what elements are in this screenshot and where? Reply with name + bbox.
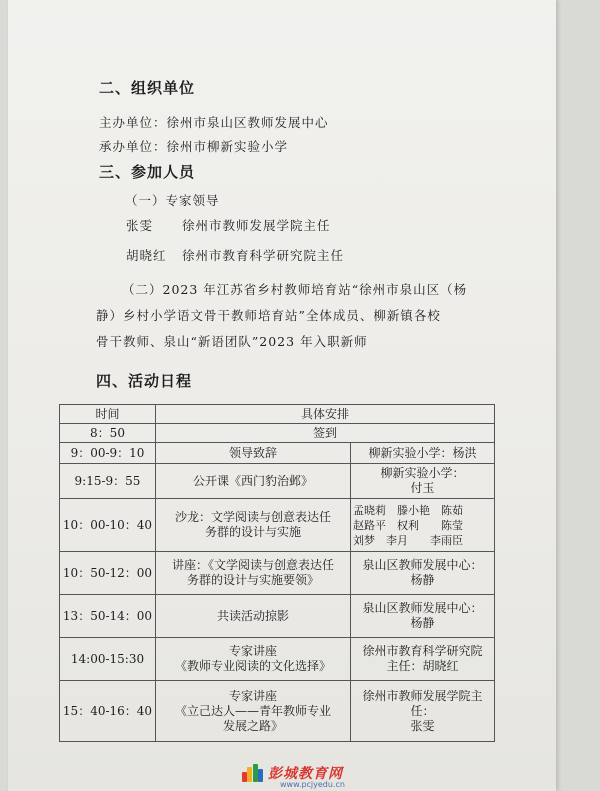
host-unit-line: 主办单位：徐州市泉山区教师发展中心	[99, 115, 329, 130]
row-time: 15：40-16：40	[60, 681, 156, 742]
expert-1-title: 徐州市教师发展学院主任	[182, 218, 331, 233]
book-logo-icon	[242, 764, 264, 782]
subsection-experts: （一）专家领导	[125, 193, 220, 208]
participants-line-1: （二）2023 年江苏省乡村教师培育站“徐州市泉山区（杨	[122, 282, 468, 297]
row-host: 柳新实验小学： 付玉	[351, 464, 495, 499]
row-time: 9:15-9：55	[60, 464, 156, 499]
row-time: 9：00-9：10	[60, 443, 156, 464]
row-plan: 讲座：《文学阅读与创意表达任 务群的设计与实施要领》	[156, 552, 351, 595]
table-row	[60, 681, 495, 742]
section-2-heading: 二、组织单位	[99, 79, 196, 97]
table-row	[60, 552, 495, 595]
section-4-heading: 四、活动日程	[96, 372, 193, 390]
schedule-table	[59, 404, 495, 742]
row-time: 8：50	[60, 424, 156, 443]
table-header-row	[60, 405, 495, 424]
logo-bar	[247, 767, 252, 782]
row-host: 泉山区教师发展中心： 杨静	[351, 595, 495, 638]
header-plan: 具体安排	[156, 405, 495, 424]
row-host: 徐州市教育科学研究院 主任：胡晓红	[351, 638, 495, 681]
expert-2-name: 胡晓红	[126, 248, 167, 263]
row-host: 徐州市教师发展学院主任： 张雯	[351, 681, 495, 742]
table-row	[60, 595, 495, 638]
logo-bar	[258, 769, 263, 782]
table-row	[60, 443, 495, 464]
watermark-brand: 彭城教育网	[268, 766, 343, 782]
expert-2-title: 徐州市教育科学研究院主任	[182, 248, 345, 263]
table-row	[60, 424, 495, 443]
row-time: 10：00-10：40	[60, 499, 156, 552]
row-time: 13：50-14：00	[60, 595, 156, 638]
header-time: 时间	[60, 405, 156, 424]
row-plan: 签到	[156, 424, 495, 443]
row-plan: 沙龙：文学阅读与创意表达任 务群的设计与实施	[156, 499, 351, 552]
table-row	[60, 464, 495, 499]
participants-line-3: 骨干教师、泉山“新语团队”2023 年入职新师	[96, 334, 368, 349]
row-host: 孟晓莉 滕小艳 陈茹 赵路平 权利 陈莹 刘梦 李月 李雨臣	[351, 499, 495, 552]
table-row	[60, 638, 495, 681]
row-plan: 公开课《西门豹治邺》	[156, 464, 351, 499]
row-time: 10：50-12：00	[60, 552, 156, 595]
row-host: 泉山区教师发展中心： 杨静	[351, 552, 495, 595]
row-time: 14:00-15:30	[60, 638, 156, 681]
table-row	[60, 499, 495, 552]
row-plan: 共读活动掠影	[156, 595, 351, 638]
row-plan: 专家讲座 《教师专业阅读的文化选择》	[156, 638, 351, 681]
row-plan: 专家讲座 《立己达人——青年教师专业 发展之路》	[156, 681, 351, 742]
section-3-heading: 三、参加人员	[99, 163, 196, 181]
watermark-url: www.pcjyedu.cn	[280, 780, 345, 789]
organizer-unit-line: 承办单位：徐州市柳新实验小学	[99, 139, 289, 154]
row-plan: 领导致辞	[156, 443, 351, 464]
expert-1-name: 张雯	[126, 218, 154, 233]
row-host: 柳新实验小学：杨洪	[351, 443, 495, 464]
participants-line-2: 静）乡村小学语文骨干教师培育站”全体成员、柳新镇各校	[96, 308, 441, 323]
